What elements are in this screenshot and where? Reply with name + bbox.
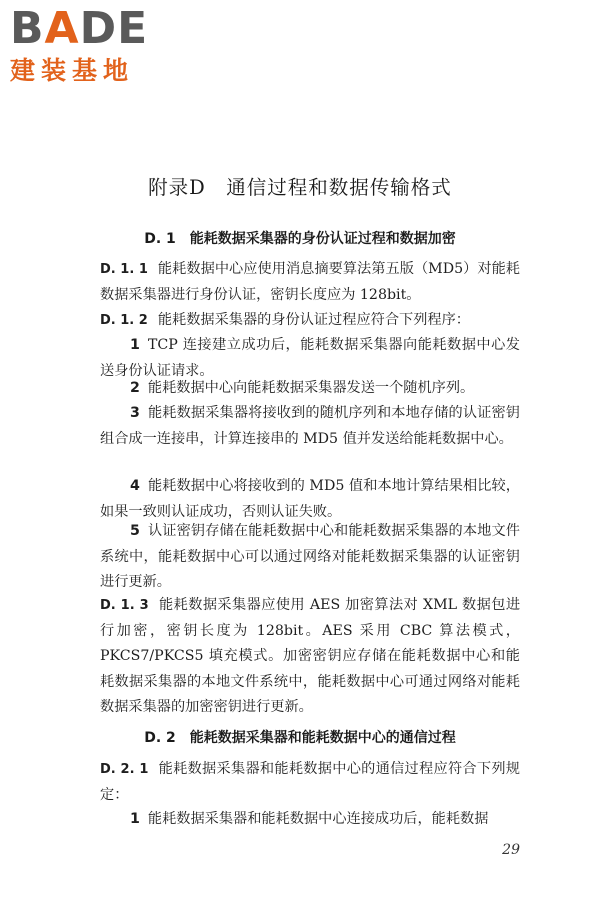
section-heading-d2: D. 2 能耗数据采集器和能耗数据中心的通信过程 [144, 730, 456, 746]
list-item-3: 3 能耗数据采集器将接收到的随机序列和本地存储的认证密钥组合成一连接串，计算连接串的 MD5 值并发送给能耗数据中心。 [100, 405, 520, 447]
section-heading-d1: D. 1 能耗数据采集器的身份认证过程和数据加密 [144, 231, 456, 247]
list-item-2: 2 能耗数据中心向能耗数据采集器发送一个随机序列。 [130, 380, 475, 396]
logo-wordmark: BADE [10, 3, 149, 54]
list-item-1: 1 TCP 连接建立成功后，能耗数据采集器向能耗数据中心发送身份认证请求。 [100, 337, 520, 379]
page-number: 29 [502, 842, 520, 858]
clause-d-2-1: D. 2. 1 能耗数据采集器和能耗数据中心的通信过程应符合下列规定： [100, 761, 520, 803]
clause-d-1-2: D. 1. 2 能耗数据采集器的身份认证过程应符合下列程序： [100, 312, 470, 328]
clause-d-1-3: D. 1. 3 能耗数据采集器应使用 AES 加密算法对 XML 数据包进行加密，密钥长度为 128bit。AES 采用 CBC 算法模式，PKCS7/PKCS5 填充模式。加密密钥应存储在能耗数据中心和能耗数据采集器的本地文件系统中，能耗数据中心可通过网络对能耗数据采集器的加密密钥进行更新。 [100, 597, 521, 715]
list-item-d2-1: 1 能耗数据采集器和能耗数据中心连接成功后，能耗数据 [130, 811, 489, 827]
appendix-title: 附录D 通信过程和数据传输格式 [148, 176, 452, 199]
list-item-4: 4 能耗数据中心将接收到的 MD5 值和本地计算结果相比较，如果一致则认证成功，否则认证失败。 [100, 478, 520, 520]
list-item-5: 5 认证密钥存储在能耗数据中心和能耗数据采集器的本地文件系统中，能耗数据中心可以通过网络对能耗数据采集器的认证密钥进行更新。 [100, 523, 520, 590]
logo-subtitle: 建装基地 [10, 56, 135, 85]
bade-logo [10, 3, 180, 86]
clause-d-1-1: D. 1. 1 能耗数据中心应使用消息摘要算法第五版（MD5）对能耗数据采集器进行身份认证，密钥长度应为 128bit。 [100, 261, 520, 303]
